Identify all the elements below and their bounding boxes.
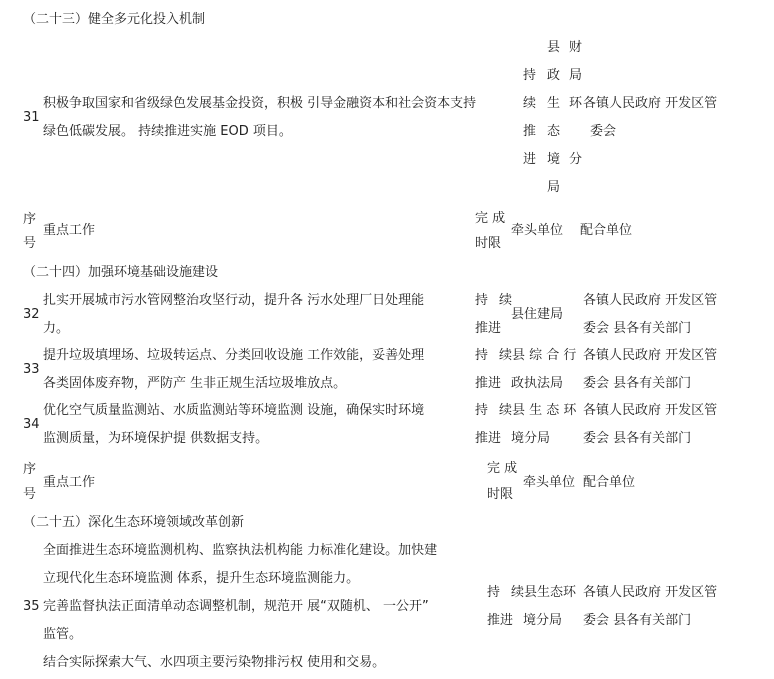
lead-text: 境 [547, 152, 561, 167]
lead-text: 生 [547, 96, 561, 111]
header-lead: 牵头单位 [511, 223, 564, 238]
header-coop: 配合单位 [580, 223, 633, 238]
work-text: 监管。 [43, 627, 83, 642]
lead-text: 环 [569, 96, 583, 111]
coop-text: 委会 [590, 124, 617, 139]
lead-text: 态 [547, 124, 561, 139]
lead-text: 续县生态环 [511, 585, 577, 600]
lead-text: 县 [547, 40, 561, 55]
lead-text: 续县 综 合 行 [499, 348, 577, 363]
coop-text: 各镇人民政府 开发区管 [583, 403, 718, 418]
coop-text: 各镇人民政府 开发区管 [583, 293, 718, 308]
deadline-text: 推进 [487, 613, 514, 628]
header-deadline: 时限 [487, 487, 514, 502]
deadline-text: 推进 [475, 376, 502, 391]
deadline-text: 持 [523, 68, 537, 83]
coop-text: 各镇人民政府 开发区管 [583, 348, 718, 363]
lead-text: 境分局 [523, 613, 563, 628]
deadline-text: 持 [475, 348, 489, 363]
deadline-text: 持 [475, 293, 489, 308]
work-text: 立现代化生态环境监测 体系，提升生态环境监测能力。 [43, 571, 360, 586]
coop-text: 各镇人民政府 开发区管 [583, 96, 718, 111]
lead-text: 政执法局 [511, 376, 564, 391]
row-seq: 31 [23, 110, 40, 125]
work-text: 力。 [43, 321, 70, 336]
work-text: 绿色低碳发展。 持续推进实施 EOD 项目。 [43, 124, 292, 139]
coop-text: 委会 县各有关部门 [583, 613, 692, 628]
work-text: 监测质量，为环境保护提 供数据支持。 [43, 431, 269, 446]
section-title: （二十三）健全多元化投入机制 [23, 12, 206, 27]
lead-text: 局 [547, 180, 561, 195]
deadline-text: 进 [523, 152, 537, 167]
row-seq: 32 [23, 307, 40, 322]
work-text: 积极争取国家和省级绿色发展基金投资，积极 引导金融资本和社会资本支持 [43, 96, 477, 111]
work-text: 扎实开展城市污水管网整治攻坚行动，提升各 污水处理厂日处理能 [43, 293, 425, 308]
work-text: 提升垃圾填埋场、垃圾转运点、分类回收设施 工作效能，妥善处理 [43, 348, 425, 363]
lead-text: 财 [569, 40, 583, 55]
lead-text: 局 [569, 68, 583, 83]
header-deadline: 时限 [475, 236, 502, 251]
section-title: （二十五）深化生态环境领域改革创新 [23, 515, 245, 530]
header-work: 重点工作 [43, 475, 96, 490]
row-seq: 33 [23, 362, 40, 377]
header-work: 重点工作 [43, 223, 96, 238]
row-seq: 35 [23, 599, 40, 614]
header-seq: 序 [23, 212, 37, 227]
coop-text: 委会 县各有关部门 [583, 376, 692, 391]
work-text: 全面推进生态环境监测机构、监察执法机构能 力标准化建设。加快建 [43, 543, 438, 558]
header-coop: 配合单位 [583, 475, 636, 490]
header-seq: 序 [23, 462, 37, 477]
deadline-text: 推进 [475, 431, 502, 446]
deadline-text: 推进 [475, 321, 502, 336]
work-text: 结合实际探索大气、水四项主要污染物排污权 使用和交易。 [43, 655, 386, 670]
deadline-text: 持 [475, 403, 489, 418]
section-title: （二十四）加强环境基础设施建设 [23, 265, 219, 280]
header-deadline: 完 成 [475, 211, 506, 226]
lead-text: 续县 生 态 环 [499, 403, 577, 418]
lead-text: 续 [499, 293, 513, 308]
deadline-text: 推 [523, 124, 537, 139]
header-seq: 号 [23, 487, 37, 502]
header-deadline: 完 成 [487, 461, 518, 476]
work-text: 各类固体废弃物，严防产 生非正规生活垃圾堆放点。 [43, 376, 347, 391]
deadline-text: 持 [487, 585, 501, 600]
lead-text: 政 [547, 68, 561, 83]
coop-text: 委会 县各有关部门 [583, 321, 692, 336]
deadline-text: 续 [523, 96, 537, 111]
coop-text: 委会 县各有关部门 [583, 431, 692, 446]
lead-text: 分 [569, 152, 583, 167]
coop-text: 各镇人民政府 开发区管 [583, 585, 718, 600]
work-text: 优化空气质量监测站、水质监测站等环境监测 设施，确保实时环境 [43, 403, 425, 418]
work-text: 完善监督执法正面清单动态调整机制，规范开 展“双随机、 一公开” [43, 599, 429, 614]
row-seq: 34 [23, 417, 40, 432]
header-lead: 牵头单位 [523, 475, 576, 490]
header-seq: 号 [23, 236, 37, 251]
lead-text: 境分局 [511, 431, 551, 446]
lead-text: 县住建局 [511, 307, 564, 322]
